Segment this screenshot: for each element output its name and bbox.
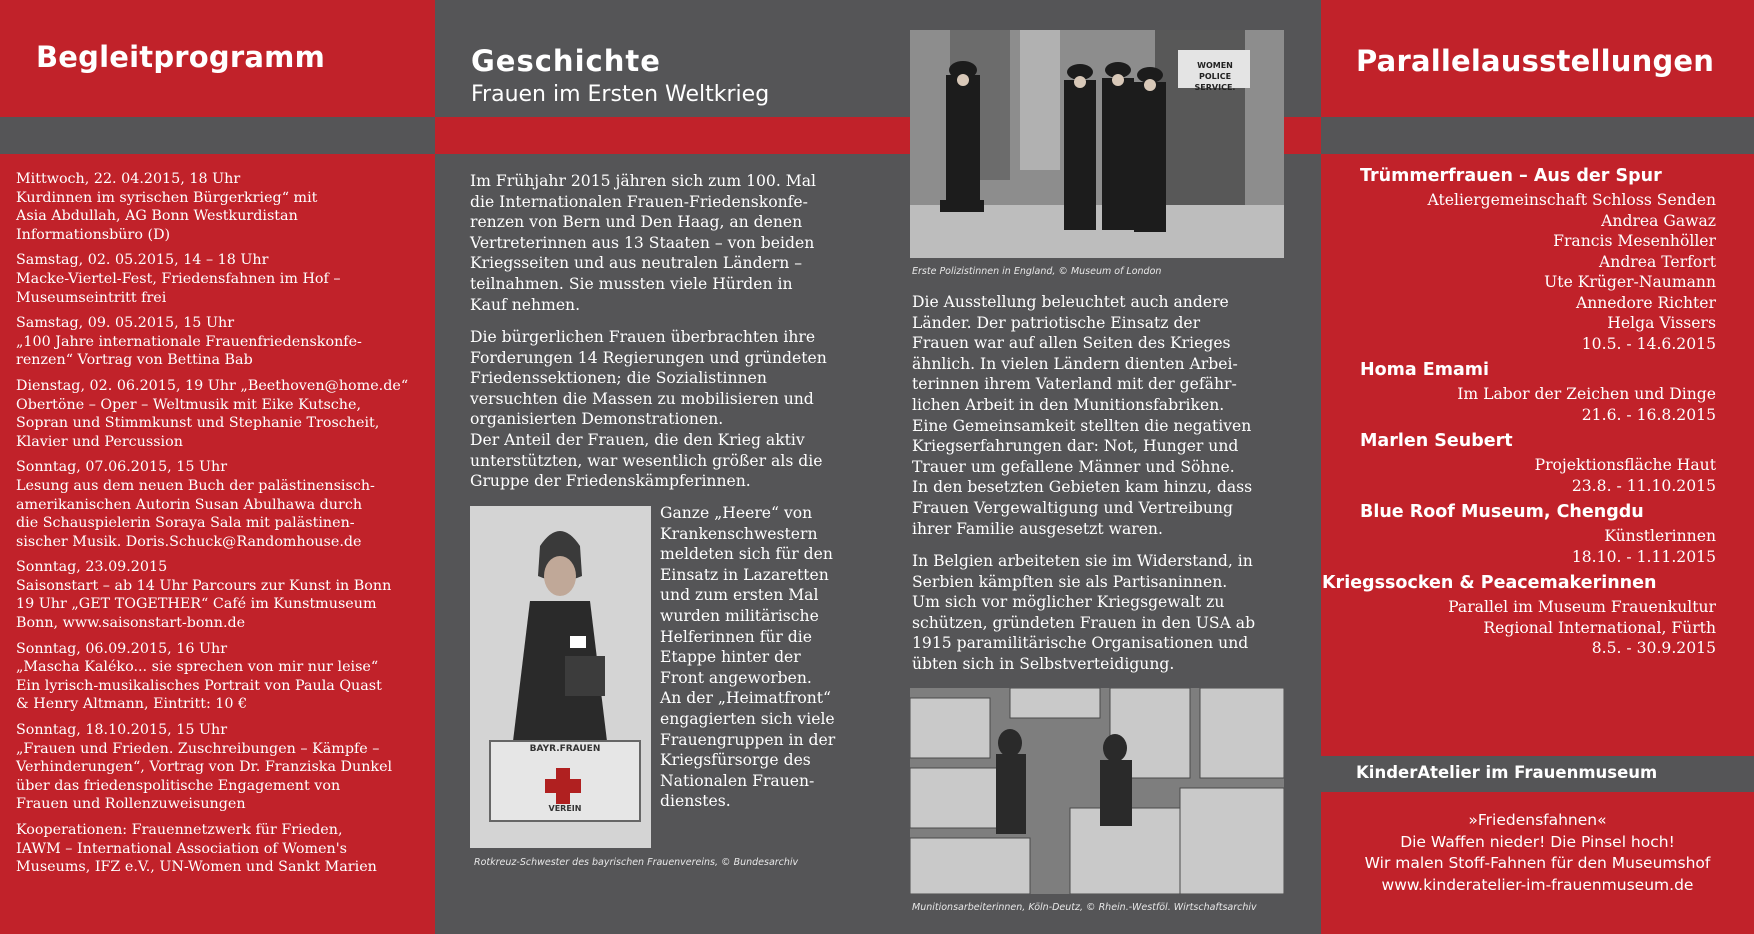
- event-line: IAWM – International Association of Women's: [16, 840, 348, 857]
- event-line: Samstag, 09. 05.2015, 15 Uhr: [16, 315, 235, 332]
- event-line: Klavier und Percussion: [16, 433, 183, 450]
- text-line: Frauengruppen in der: [660, 730, 836, 749]
- exhibition-title: Blue Roof Museum, Chengdu: [1360, 502, 1644, 522]
- text-line: Serbien kämpften sie als Partisaninnen.: [912, 572, 1228, 591]
- history-paragraph-3: [660, 503, 860, 812]
- center-heading: Geschichte: [471, 44, 661, 78]
- kinder-line: www.kinderatelier-im-frauenmuseum.de: [1381, 875, 1694, 894]
- text-line: wurden militärische: [660, 606, 819, 625]
- exhibition-line: 10.5. - 14.6.2015: [1581, 334, 1716, 353]
- munitions-photo: [910, 688, 1284, 894]
- event-line: Sonntag, 07.06.2015, 15 Uhr: [16, 459, 228, 476]
- nurse-bag-label: [500, 744, 630, 754]
- exhibition-line: Künstlerinnen: [1604, 527, 1716, 545]
- text-line: Die bürgerlichen Frauen überbrachten ihre: [470, 328, 816, 346]
- event-line: über das friedenspolitische Engagement von: [16, 777, 341, 794]
- text-line: ähnlich. In vielen Ländern dienten Arbei-: [912, 354, 1238, 373]
- event-line: Sonntag, 06.09.2015, 16 Uhr: [16, 640, 228, 657]
- text-line: Kriegserfahrungen dar: Not, Hunger und: [912, 437, 1239, 456]
- text-line: versuchten die Massen zu mobilisieren und: [470, 389, 814, 408]
- event-line: Sonntag, 18.10.2015, 15 Uhr: [16, 722, 228, 739]
- exhibition-title: Homa Emami: [1360, 360, 1490, 380]
- exhibition-entry: [1340, 166, 1716, 354]
- event-line: & Henry Altmann, Eintritt: 10 €: [16, 696, 248, 713]
- event-line: Sonntag, 23.09.2015: [16, 559, 168, 576]
- event-item: [16, 314, 426, 370]
- event-line: Verhinderungen“, Vortrag von Dr. Franziska Dunkel: [16, 759, 393, 776]
- exhibition-line: Ute Krüger-Naumann: [1544, 273, 1716, 291]
- exhibition-line: Andrea Gawaz: [1601, 211, 1716, 230]
- exhibition-line: Ateliergemeinschaft Schloss Senden: [1427, 191, 1716, 209]
- exhibition-line: 8.5. - 30.9.2015: [1591, 639, 1716, 657]
- text-line: Etappe hinter der: [660, 648, 801, 667]
- history-paragraph-1: [470, 171, 870, 315]
- nurse-bag-label-2: VEREIN: [548, 804, 582, 813]
- event-item: [16, 640, 426, 714]
- text-line: Nationalen Frauen-: [660, 771, 815, 790]
- text-line: organisierten Demonstrationen.: [470, 410, 724, 429]
- text-line: meldeten sich für den: [660, 545, 833, 564]
- event-line: Lesung aus dem neuen Buch der palästinensisch-: [16, 477, 375, 494]
- text-line: ihrer Familie ausgesetzt waren.: [912, 519, 1163, 538]
- text-line: Ganze „Heere“ von: [660, 504, 813, 522]
- event-item: [16, 251, 426, 307]
- event-line: Samstag, 02. 05.2015, 14 – 18 Uhr: [16, 252, 269, 269]
- exhibition-entry: [1322, 573, 1716, 659]
- text-line: An der „Heimatfront“: [660, 689, 832, 708]
- event-line: renzen“ Vortrag von Bettina Bab: [16, 352, 253, 369]
- text-line: Kriegsfürsorge des: [660, 751, 811, 770]
- text-line: dienstes.: [660, 792, 731, 811]
- text-line: 1915 paramilitärische Organisationen und: [912, 634, 1249, 653]
- police-sign-line-2: SERVICE.: [1194, 83, 1236, 92]
- event-line: Kooperationen: Frauennetzwerk für Frieden,: [16, 822, 343, 838]
- event-line: Museums, IFZ e.V., UN-Women und Sankt Marien: [16, 859, 377, 876]
- text-line: Frauen Vergewaltigung und Vertreibung: [912, 498, 1233, 517]
- text-line: Front angeworben.: [660, 668, 812, 687]
- exhibition-line: 18.10. - 1.11.2015: [1571, 547, 1716, 566]
- text-line: Frauen war auf allen Seiten des Krieges: [912, 334, 1231, 353]
- police-photo: [910, 30, 1284, 258]
- event-line: Kurdinnen im syrischen Bürgerkrieg“ mit: [16, 189, 318, 206]
- text-line: übten sich in Selbstverteidigung.: [912, 654, 1175, 673]
- text-line: unterstützten, war wesentlich größer als die: [470, 451, 823, 470]
- nurse-caption: Rotkreuz-Schwester des bayrischen Frauenvereins, © Bundesarchiv: [474, 857, 799, 868]
- text-line: Der Anteil der Frauen, die den Krieg aktiv: [470, 430, 805, 449]
- text-line: terinnen ihrem Vaterland mit der gefähr-: [912, 375, 1237, 394]
- event-line: „Frauen und Frieden. Zuschreibungen – Kämpfe –: [16, 740, 380, 757]
- nurse-photo: [470, 506, 651, 848]
- exhibition-line: Francis Mesenhöller: [1553, 232, 1716, 250]
- exhibition-title: Marlen Seubert: [1360, 431, 1513, 451]
- text-line: Gruppe der Friedenskämpferinnen.: [470, 472, 751, 491]
- history-paragraph-5: [912, 551, 1302, 675]
- kinder-heading: KinderAtelier im Frauenmuseum: [1356, 763, 1658, 782]
- history-paragraph-2: [470, 327, 870, 492]
- event-line: die Schauspielerin Soraya Sala mit palästinen-: [16, 515, 355, 532]
- exhibition-line: Im Labor der Zeichen und Dinge: [1457, 385, 1716, 403]
- exhibition-entry: [1340, 431, 1716, 496]
- event-line: Obertöne – Oper – Weltmusik mit Eike Kutsche,: [16, 396, 361, 413]
- text-line: die Internationalen Frauen-Friedenskonfe-: [470, 192, 808, 211]
- right-divider-band: [1321, 117, 1754, 154]
- left-heading: Begleitprogramm: [36, 40, 325, 74]
- event-item: [16, 170, 426, 244]
- text-line: In Belgien arbeiteten sie im Widerstand, in: [912, 552, 1253, 570]
- text-line: schützen, gründeten Frauen in den USA ab: [912, 613, 1256, 632]
- event-item: [16, 821, 426, 877]
- text-line: und zum ersten Mal: [660, 586, 819, 605]
- kinder-text: [1321, 810, 1754, 896]
- right-heading: Parallelausstellungen: [1356, 44, 1715, 78]
- exhibition-line: Annedore Richter: [1575, 293, 1716, 312]
- event-item: [16, 458, 426, 551]
- text-line: Vertreterinnen aus 13 Staaten – von beiden: [470, 233, 815, 252]
- exhibition-line: Projektionsfläche Haut: [1534, 456, 1716, 474]
- text-line: teilnahmen. Sie mussten viele Hürden in: [470, 274, 793, 293]
- event-line: Museumseintritt frei: [16, 289, 167, 306]
- police-sign: [1182, 60, 1248, 93]
- text-line: Kriegsseiten und aus neutralen Ländern –: [470, 254, 803, 273]
- exhibition-list: [1322, 166, 1716, 665]
- exhibition-line: Parallel im Museum Frauenkultur: [1448, 598, 1716, 616]
- event-line: Bonn, www.saisonstart-bonn.de: [16, 615, 246, 632]
- event-line: „100 Jahre internationale Frauenfriedenskonfe-: [16, 333, 362, 350]
- exhibition-line: 23.8. - 11.10.2015: [1571, 476, 1716, 495]
- event-item: [16, 377, 426, 451]
- left-divider-band: [0, 117, 435, 154]
- center-subheading: Frauen im Ersten Weltkrieg: [471, 82, 770, 107]
- exhibition-line: Regional International, Fürth: [1483, 618, 1716, 637]
- text-line: lichen Arbeit in den Munitionsfabriken.: [912, 395, 1225, 414]
- kinder-line: »Friedensfahnen«: [1468, 811, 1607, 829]
- event-line: „Mascha Kaléko... sie sprechen von mir nur leise“: [16, 659, 379, 676]
- exhibition-title: Trümmerfrauen – Aus der Spur: [1360, 166, 1662, 186]
- text-line: Helferinnen für die: [660, 627, 812, 646]
- event-line: Dienstag, 02. 06.2015, 19 Uhr „Beethoven@home.de“: [16, 377, 409, 394]
- event-line: Informationsbüro (D): [16, 226, 171, 243]
- event-line: Mittwoch, 22. 04.2015, 18 Uhr: [16, 171, 241, 187]
- history-paragraph-4: [912, 292, 1302, 539]
- text-line: Krankenschwestern: [660, 524, 818, 543]
- event-line: Ein lyrisch-musikalisches Portrait von Paula Quast: [16, 677, 382, 694]
- event-line: Frauen und Rollenzuweisungen: [16, 796, 246, 813]
- event-item: [16, 721, 426, 814]
- text-line: Einsatz in Lazaretten: [660, 565, 829, 584]
- text-line: engagierten sich viele: [660, 709, 835, 728]
- munitions-caption: Munitionsarbeiterinnen, Köln-Deutz, © Rhein.-Westföl. Wirtschaftsarchiv: [912, 902, 1257, 913]
- text-line: Um sich vor möglicher Kriegsgewalt zu: [912, 593, 1225, 612]
- event-line: amerikanischen Autorin Susan Abulhawa durch: [16, 496, 363, 513]
- police-sign-line-1: WOMEN POLICE: [1197, 61, 1233, 81]
- event-list: [16, 170, 426, 884]
- text-line: Im Frühjahr 2015 jähren sich zum 100. Mal: [470, 172, 817, 190]
- exhibition-entry: [1340, 360, 1716, 425]
- kinder-line: Die Waffen nieder! Die Pinsel hoch!: [1400, 832, 1675, 851]
- text-line: Kauf nehmen.: [470, 295, 581, 314]
- exhibition-line: 21.6. - 16.8.2015: [1581, 405, 1716, 424]
- nurse-bag-line-1: BAYR.FRAUEN: [529, 744, 601, 754]
- text-line: In den besetzten Gebieten kam hinzu, dass: [912, 478, 1253, 497]
- kinder-line: Wir malen Stoff-Fahnen für den Museumshof: [1364, 854, 1711, 872]
- event-line: Asia Abdullah, AG Bonn Westkurdistan: [16, 208, 298, 225]
- police-caption: Erste Polizistinnen in England, © Museum of London: [912, 266, 1162, 277]
- text-line: Länder. Der patriotische Einsatz der: [912, 313, 1201, 332]
- event-item: [16, 558, 426, 632]
- exhibition-line: Andrea Terfort: [1599, 252, 1716, 271]
- text-line: renzen von Bern und Den Haag, an denen: [470, 213, 803, 232]
- event-line: Macke-Viertel-Fest, Friedensfahnen im Hof –: [16, 270, 341, 287]
- text-line: Die Ausstellung beleuchtet auch andere: [912, 293, 1229, 311]
- exhibition-entry: [1340, 502, 1716, 567]
- text-line: Trauer um gefallene Männer und Söhne.: [912, 457, 1235, 476]
- text-line: Eine Gemeinsamkeit stellten die negativen: [912, 416, 1252, 435]
- event-line: sischer Musik. Doris.Schuck@Randomhouse.de: [16, 533, 362, 550]
- exhibition-title: Kriegssocken & Peacemakerinnen: [1322, 573, 1657, 593]
- exhibition-line: Helga Vissers: [1607, 314, 1716, 332]
- event-line: Saisonstart – ab 14 Uhr Parcours zur Kunst in Bonn: [16, 577, 392, 594]
- text-line: Friedenssektionen; die Sozialistinnen: [470, 369, 767, 388]
- text-line: Forderungen 14 Regierungen und gründeten: [470, 348, 827, 367]
- event-line: 19 Uhr „GET TOGETHER“ Café im Kunstmuseum: [16, 596, 377, 613]
- event-line: Sopran und Stimmkunst und Stephanie Troscheit,: [16, 415, 380, 432]
